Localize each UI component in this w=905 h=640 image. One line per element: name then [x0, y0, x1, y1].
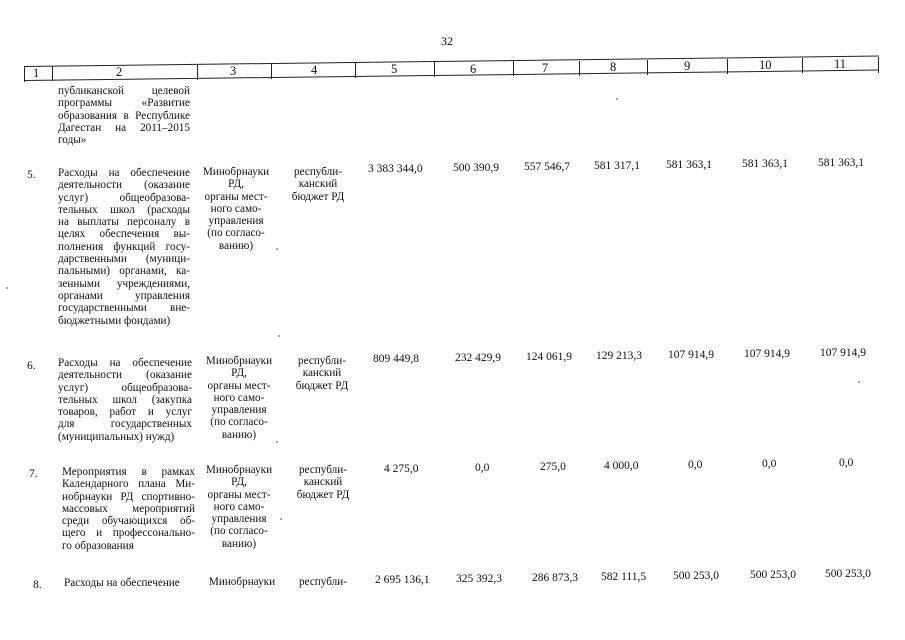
scan-speck	[276, 248, 278, 250]
desc-line: пальными) органами, ка-	[58, 265, 190, 278]
value-2014: 107 914,9	[668, 349, 714, 361]
scan-speck	[858, 381, 860, 383]
header-divider	[197, 65, 198, 80]
value-2013: 581 317,1	[594, 160, 640, 172]
source-line: республи-	[294, 166, 342, 178]
desc-line: среди обучающихся об-	[62, 515, 195, 528]
value-total: 3 383 344,0	[368, 163, 423, 175]
row-source	[282, 355, 362, 392]
desc-line: государственными вне-	[58, 302, 190, 315]
row-source	[278, 166, 358, 203]
header-divider	[271, 64, 272, 79]
row-number: 5.	[27, 169, 36, 181]
executor-line: Минобрнауки	[202, 166, 270, 178]
executor-line: (по согласо-	[210, 416, 268, 429]
row-executor	[200, 464, 278, 550]
desc-line: деятельности (оказание	[58, 369, 192, 382]
source-line: бюджет РД	[291, 190, 345, 203]
executor-line: ванию)	[221, 428, 257, 441]
row-description	[62, 466, 195, 552]
desc-line: программы «Развитие	[58, 97, 190, 110]
header-col-6: 6	[470, 62, 477, 76]
scan-speck	[280, 518, 282, 520]
desc-line: полнения функций госу-	[58, 240, 190, 253]
value-2012: 275,0	[540, 461, 566, 473]
value-2013: 582 111,5	[601, 571, 647, 583]
executor-line: ного само-	[210, 202, 262, 215]
header-col-1: 1	[33, 66, 40, 80]
desc-line: на выплаты персоналу в	[58, 216, 190, 229]
source-line: бюджет РД	[295, 379, 349, 392]
source-line: республи-	[299, 576, 347, 588]
executor-line: органы мест-	[207, 488, 271, 501]
executor-line: ного само-	[213, 500, 265, 513]
desc-line: для государственных	[58, 418, 192, 431]
desc-line: образования в Республике	[58, 109, 190, 122]
value-2012: 124 061,9	[526, 351, 572, 363]
header-col-3: 3	[230, 64, 237, 78]
row-number: 8.	[33, 579, 42, 591]
header-divider	[52, 66, 53, 81]
scan-speck	[278, 335, 280, 337]
desc-line: Расходы на обеспечение	[58, 357, 192, 369]
executor-line: (по согласо-	[207, 227, 265, 240]
desc-line: нобрнауки РД спортивно-	[62, 490, 195, 503]
value-2015: 500 253,0	[750, 569, 796, 581]
source-line: республи-	[298, 355, 346, 367]
header-col-2: 2	[116, 65, 123, 79]
executor-line: ванию)	[218, 239, 254, 252]
value-2016: 0,0	[839, 457, 854, 469]
row-executor	[200, 355, 278, 441]
desc-line: (муниципальных) нужд)	[58, 430, 175, 443]
header-divider	[513, 61, 514, 76]
value-2013: 4 000,0	[604, 460, 639, 472]
value-total: 2 695 136,1	[375, 574, 430, 586]
header-col-9: 9	[684, 59, 691, 73]
page-number: 32	[441, 34, 453, 48]
desc-line: массовых мероприятий	[62, 502, 195, 515]
executor-line: ванию)	[221, 537, 257, 550]
executor-line: Минобрнауки	[205, 464, 273, 476]
executor-line: ного само-	[213, 391, 265, 404]
value-2016: 107 914,9	[820, 347, 866, 359]
header-col-11: 11	[834, 57, 847, 71]
desc-line: бюджетными фондами)	[58, 314, 171, 327]
executor-line: Минобрнауки	[208, 576, 276, 588]
header-divider	[355, 63, 356, 78]
executor-line: РД,	[228, 178, 244, 191]
desc-line: деятельности (оказание	[58, 179, 190, 192]
scan-speck	[276, 441, 278, 443]
row-executor	[203, 576, 281, 588]
row-description	[58, 167, 190, 327]
value-2015: 107 914,9	[744, 348, 790, 360]
header-bottom-line	[24, 70, 879, 81]
header-divider	[878, 57, 879, 73]
row-source	[299, 576, 369, 588]
continuation-description	[58, 85, 190, 146]
source-line: канский	[298, 178, 338, 191]
desc-line: го образования	[62, 539, 134, 552]
scan-speck	[616, 98, 618, 100]
desc-line: Расходы на обеспечение	[58, 167, 190, 179]
row-source	[283, 464, 363, 501]
value-2014: 581 363,1	[666, 159, 712, 171]
executor-line: управления	[208, 215, 264, 228]
desc-line: щего и профессонально-	[62, 527, 195, 540]
header-top-line	[24, 56, 879, 67]
header-divider	[802, 58, 803, 73]
value-2011: 500 390,9	[453, 162, 499, 174]
desc-line: дарственными (муници-	[58, 253, 190, 266]
row-number: 7.	[29, 468, 38, 480]
header-divider	[579, 61, 580, 76]
desc-line: целях обеспечения вы-	[58, 228, 190, 241]
header-col-5: 5	[391, 62, 398, 76]
source-line: канский	[303, 476, 343, 489]
executor-line: РД,	[231, 476, 247, 489]
header-divider	[727, 59, 728, 74]
value-2011: 0,0	[475, 462, 490, 474]
header-col-8: 8	[610, 60, 617, 74]
desc-line: услуг) общеобразова-	[58, 191, 190, 204]
value-total: 809 449,8	[373, 353, 419, 365]
desc-line: тельных школ (расходы	[58, 203, 190, 216]
desc-line: годы»	[58, 134, 87, 147]
desc-line: тельных школ (закупка	[58, 393, 192, 406]
executor-line: управления	[211, 404, 267, 417]
source-line: канский	[302, 367, 342, 380]
value-2011: 325 392,3	[456, 573, 502, 585]
row-executor	[197, 166, 275, 252]
header-divider	[434, 62, 435, 77]
desc-line: Расходы на обеспечение	[64, 577, 180, 589]
scan-speck	[6, 287, 8, 289]
header-col-10: 10	[759, 58, 772, 72]
header-divider	[24, 66, 25, 82]
desc-line: товаров, работ и услуг	[58, 406, 192, 419]
executor-line: управления	[211, 513, 267, 526]
row-number: 6.	[27, 360, 36, 372]
header-col-7: 7	[542, 61, 549, 75]
value-2016: 581 363,1	[818, 157, 864, 169]
desc-line: Календарного плана Ми-	[62, 478, 195, 491]
desc-line: органами управления	[58, 289, 190, 302]
desc-line: публиканской целевой	[58, 85, 190, 97]
desc-line: Мероприятия в рамках	[62, 466, 195, 478]
header-divider	[647, 60, 648, 75]
value-2013: 129 213,3	[596, 350, 642, 362]
value-2011: 232 429,9	[455, 352, 501, 364]
source-line: республи-	[299, 464, 347, 476]
value-2014: 500 253,0	[673, 570, 719, 582]
desc-line: Дагестан на 2011–2015	[58, 121, 190, 134]
value-2014: 0,0	[688, 459, 703, 471]
value-2015: 0,0	[762, 458, 777, 470]
value-2015: 581 363,1	[742, 158, 788, 170]
header-col-4: 4	[311, 63, 318, 77]
executor-line: (по согласо-	[210, 525, 268, 538]
row-description	[64, 577, 197, 589]
value-2012: 557 546,7	[524, 161, 570, 173]
desc-line: зенными учреждениями,	[58, 277, 190, 290]
desc-line: услуг) общеобразова-	[58, 381, 192, 394]
source-line: бюджет РД	[296, 488, 350, 501]
row-description	[58, 357, 192, 443]
value-2016: 500 253,0	[825, 568, 871, 580]
value-total: 4 275,0	[384, 463, 419, 475]
value-2012: 286 873,3	[532, 572, 578, 584]
executor-line: Минобрнауки	[205, 355, 273, 367]
executor-line: органы мест-	[204, 190, 268, 203]
executor-line: РД,	[231, 367, 247, 380]
executor-line: органы мест-	[207, 379, 271, 392]
